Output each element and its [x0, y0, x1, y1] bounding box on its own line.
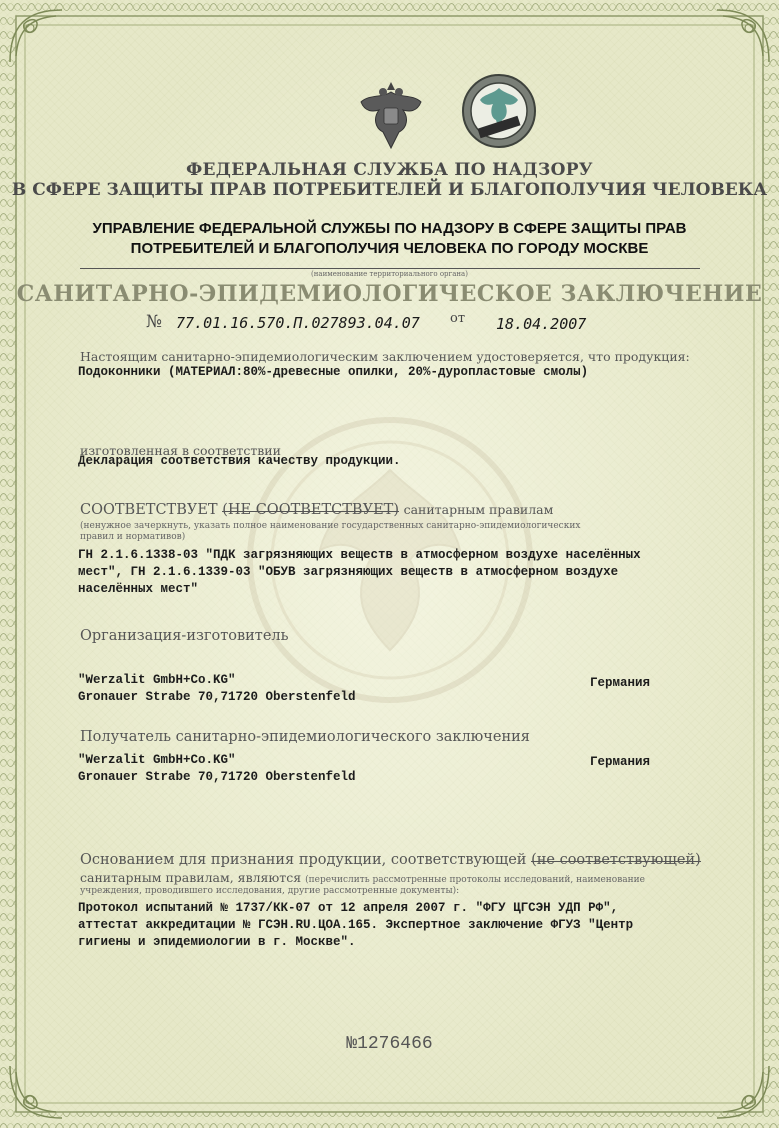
product-value: Подоконники (МАТЕРИАЛ:80%-древесные опилки, 20%-дуропластовые смолы)	[78, 365, 589, 379]
certificate-number: 77.01.16.570.П.027893.04.07	[176, 314, 420, 332]
basis-label-struck: (не соответствующей)	[531, 852, 701, 868]
manufacturer-country: Германия	[590, 676, 651, 690]
basis-value-line1: Протокол испытаний № 1737/КК-07 от 12 апреля 2007 г. "ФГУ ЦГСЭН УДП РФ",	[78, 901, 619, 915]
certificate-date: 18.04.2007	[496, 315, 587, 333]
corner-ornament-icon	[6, 1062, 66, 1122]
basis-label-part1: Основанием для признания продукции, соответствующей	[80, 852, 527, 868]
recipient-label: Получатель санитарно-эпидемиологического заключения	[80, 729, 530, 745]
product-label: Настоящим санитарно-эпидемиологическим заключением удостоверяется, что продукция:	[80, 349, 690, 364]
basis-label-part2: санитарным правилам, являются	[80, 870, 302, 885]
department-line2: ПОТРЕБИТЕЛЕЙ И БЛАГОПОЛУЧИЯ ЧЕЛОВЕКА ПО ГОРОДУ МОСКВЕ	[130, 240, 649, 257]
basis-value-line2: аттестат аккредитации № ГСЭН.RU.ЦОА.165. Экспертное заключение ФГУЗ "Центр	[78, 918, 634, 932]
blank-serial-number: №1276466	[346, 1034, 433, 1054]
compliance-suffix: санитарным правилам	[403, 502, 554, 517]
compliance-value-line3: населённых мест"	[78, 582, 199, 596]
corner-ornament-icon	[6, 6, 66, 66]
compliance-value-line1: ГН 2.1.6.1338-03 "ПДК загрязняющих веществ в атмосферном воздухе населённых	[78, 548, 641, 562]
manufacturer-name: "Werzalit GmbH+Co.KG"	[78, 673, 236, 687]
date-prefix: от	[450, 311, 466, 326]
compliance-value-line2: мест", ГН 2.1.6.1339-03 "ОБУВ загрязняющих веществ в атмосферном воздухе	[78, 565, 619, 579]
recipient-address: Gronauer Strabe 70,71720 Oberstenfeld	[78, 770, 356, 784]
compliance-note-line2: правил и нормативов)	[80, 532, 186, 542]
manufactured-value: Декларация соответствия качеству продукции.	[78, 454, 401, 468]
recipient-name: "Werzalit GmbH+Co.KG"	[78, 753, 236, 767]
manufactured-label: изготовленная в соответствии	[80, 443, 281, 458]
basis-value-line3: гигиены и эпидемиологии в г. Москве".	[78, 935, 356, 949]
basis-note-line1: (перечислить рассмотренные протоколы исследований, наименование	[305, 875, 645, 885]
number-sign: №	[146, 312, 163, 332]
department-underline	[80, 268, 700, 269]
recipient-country: Германия	[590, 755, 651, 769]
department-caption: (наименование территориального органа)	[311, 270, 468, 278]
compliance-statement	[80, 502, 553, 518]
rospotrebnadzor-seal-icon	[460, 72, 538, 150]
not-conforms-label: (НЕ СООТВЕТСТВУЕТ)	[222, 502, 399, 518]
conforms-label: СООТВЕТСТВУЕТ	[80, 502, 218, 518]
manufacturer-label: Организация-изготовитель	[80, 628, 289, 644]
document-title: САНИТАРНО-ЭПИДЕМИОЛОГИЧЕСКОЕ ЗАКЛЮЧЕНИЕ	[16, 281, 763, 307]
corner-ornament-icon	[713, 6, 773, 66]
manufacturer-address: Gronauer Strabe 70,71720 Oberstenfeld	[78, 690, 356, 704]
agency-title-line1: ФЕДЕРАЛЬНАЯ СЛУЖБА ПО НАДЗОРУ	[186, 160, 593, 180]
basis-label-line1	[80, 852, 701, 868]
eagle-emblem-icon	[355, 78, 427, 152]
compliance-note-line1: (ненужное зачеркнуть, указать полное наименование государственных санитарно-эпидемиологических	[80, 521, 581, 531]
department-line1: УПРАВЛЕНИЕ ФЕДЕРАЛЬНОЙ СЛУЖБЫ ПО НАДЗОРУ В СФЕРЕ ЗАЩИТЫ ПРАВ	[92, 220, 687, 237]
basis-note-line2: учреждения, проводившего исследования, другие рассмотренные документы):	[80, 886, 460, 896]
basis-label-line2	[80, 870, 645, 885]
corner-ornament-icon	[713, 1062, 773, 1122]
agency-title-line2: В СФЕРЕ ЗАЩИТЫ ПРАВ ПОТРЕБИТЕЛЕЙ И БЛАГОПОЛУЧИЯ ЧЕЛОВЕКА	[11, 180, 768, 200]
